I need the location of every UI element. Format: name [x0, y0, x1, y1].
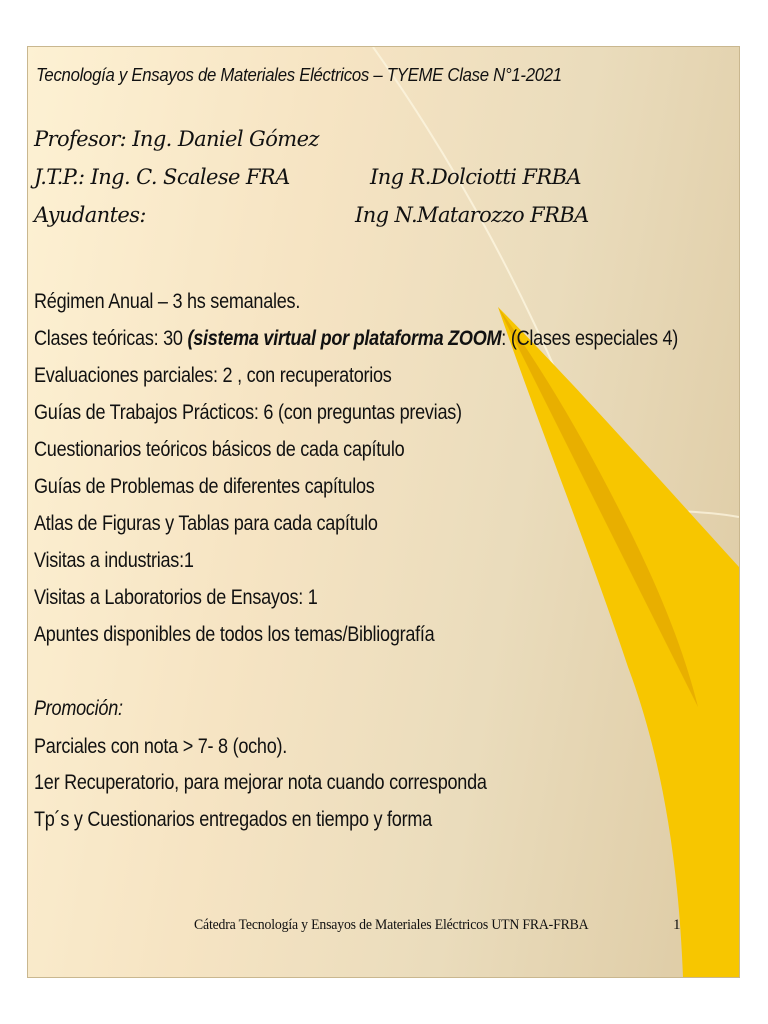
- ayudantes-line-right: Ing N.Matarozzo FRBA: [355, 203, 589, 227]
- slide: [28, 47, 739, 977]
- detail-item-guias-problemas: Guías de Problemas de diferentes capítulos: [34, 475, 375, 498]
- detail-item-visitas-industrias: Visitas a industrias:1: [34, 549, 194, 572]
- detail-item-evaluaciones: Evaluaciones parciales: 2 , con recuperatorios: [34, 364, 392, 387]
- detail-item-cuestionarios: Cuestionarios teóricos básicos de cada capítulo: [34, 438, 405, 461]
- detail-item-apuntes: Apuntes disponibles de todos los temas/Bibliografía: [34, 623, 435, 646]
- profesor-line: Profesor: Ing. Daniel Gómez: [34, 127, 319, 151]
- clases-line: [34, 327, 678, 351]
- promocion-item-tps: Tp´s y Cuestionarios entregados en tiempo y forma: [34, 808, 432, 831]
- promocion-item-recuperatorio: 1er Recuperatorio, para mejorar nota cuando corresponda: [34, 771, 487, 794]
- clases-suffix: : (Clases especiales 4): [501, 327, 679, 350]
- slide-footer: Cátedra Tecnología y Ensayos de Materiales Eléctricos UTN FRA-FRBA: [194, 917, 589, 933]
- slide-header: Tecnología y Ensayos de Materiales Eléctricos – TYEME Clase N°1-2021: [36, 65, 562, 85]
- jtp-line: J.T.P.: Ing. C. Scalese FRA: [34, 165, 290, 189]
- detail-item-guias-tp: Guías de Trabajos Prácticos: 6 (con preguntas previas): [34, 401, 462, 424]
- regimen-line: Régimen Anual – 3 hs semanales.: [34, 290, 301, 313]
- jtp-line-right: Ing R.Dolciotti FRBA: [370, 165, 581, 189]
- clases-prefix: Clases teóricas: 30: [34, 327, 188, 350]
- clases-emphasis: (sistema virtual por plataforma ZOOM: [187, 327, 502, 350]
- yellow-wedge: [498, 307, 739, 977]
- page-number: 1: [673, 917, 681, 933]
- promocion-heading: Promoción:: [34, 697, 123, 720]
- detail-item-visitas-laboratorios: Visitas a Laboratorios de Ensayos: 1: [34, 586, 318, 609]
- detail-item-atlas: Atlas de Figuras y Tablas para cada capítulo: [34, 512, 378, 535]
- promocion-item-parciales: Parciales con nota > 7- 8 (ocho).: [34, 735, 288, 758]
- ayudantes-line: Ayudantes:: [34, 203, 146, 227]
